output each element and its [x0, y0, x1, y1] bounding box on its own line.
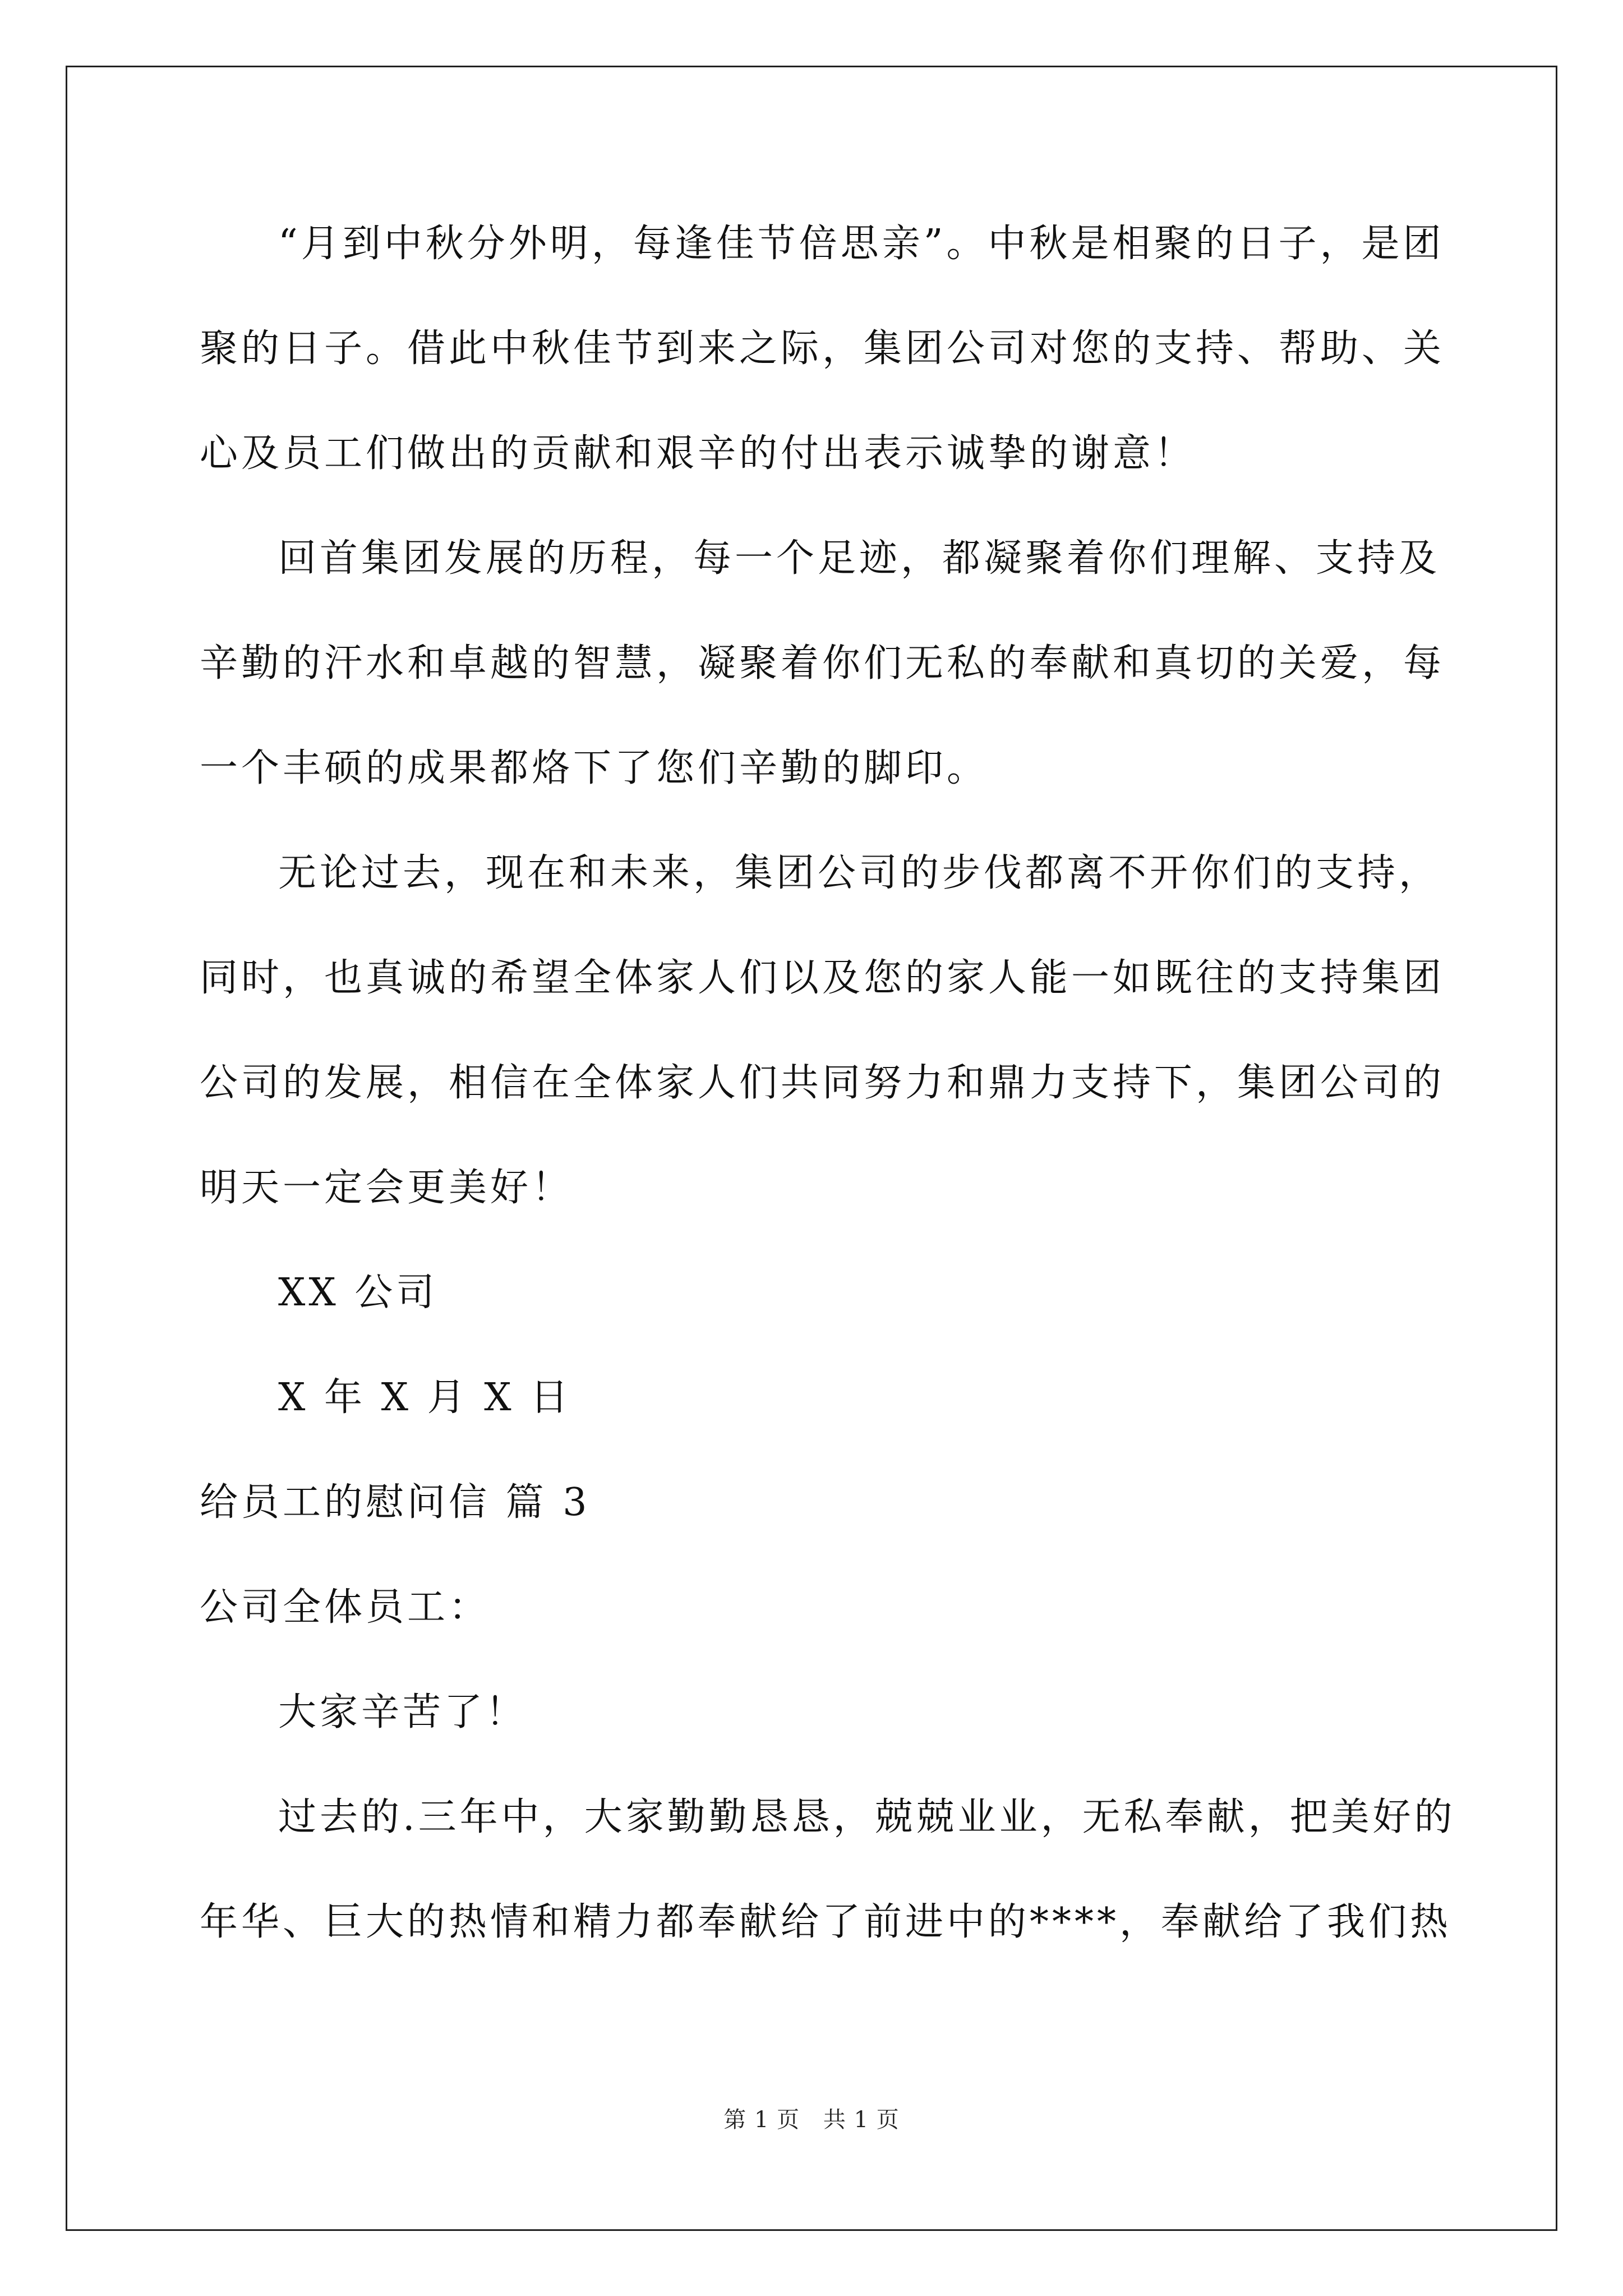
page-footer: [0, 2106, 1623, 2134]
paragraph-1-line-2: 聚的日子。借此中秋佳节到来之际，集团公司对您的支持、帮助、关: [200, 326, 1445, 371]
paragraph-3-line-4: 明天一定会更美好！: [200, 1166, 574, 1210]
paragraph-2-line-3: 一个丰硕的成果都烙下了您们辛勤的脚印。: [200, 746, 989, 790]
paragraph-2-line-1: 回首集团发展的历程，每一个足迹，都凝聚着你们理解、支持及: [278, 536, 1441, 581]
paragraph-3-line-1: 无论过去，现在和未来，集团公司的步伐都离不开你们的支持，: [278, 851, 1441, 895]
signature-company: XX 公司: [278, 1271, 438, 1315]
paragraph-3-line-3: 公司的发展，相信在全体家人们共同努力和鼎力支持下，集团公司的: [200, 1061, 1445, 1105]
paragraph-3-line-2: 同时，也真诚的希望全体家人们以及您的家人能一如既往的支持集团: [200, 956, 1445, 1000]
signature-date: X 年 X 月 X 日: [278, 1375, 572, 1420]
page-number-total: 共 1 页: [823, 2107, 900, 2133]
greeting: 大家辛苦了！: [278, 1690, 528, 1734]
paragraph-1-line-1: “月到中秋分外明，每逢佳节倍思亲”。中秋是相聚的日子，是团: [278, 222, 1445, 266]
salutation: 公司全体员工：: [200, 1585, 491, 1630]
paragraph-1-line-3: 心及员工们做出的贡献和艰辛的付出表示诚挚的谢意！: [200, 431, 1196, 476]
section-heading: 给员工的慰问信 篇 3: [200, 1480, 591, 1525]
page-number-current: 第 1 页: [723, 2107, 800, 2133]
paragraph-4-line-1: 过去的.三年中，大家勤勤恳恳，兢兢业业，无私奉献，把美好的: [278, 1795, 1456, 1839]
paragraph-4-line-2: 年华、巨大的热情和精力都奉献给了前进中的****，奉献给了我们热: [200, 1900, 1452, 1944]
paragraph-2-line-2: 辛勤的汗水和卓越的智慧，凝聚着你们无私的奉献和真切的关爱，每: [200, 641, 1445, 685]
